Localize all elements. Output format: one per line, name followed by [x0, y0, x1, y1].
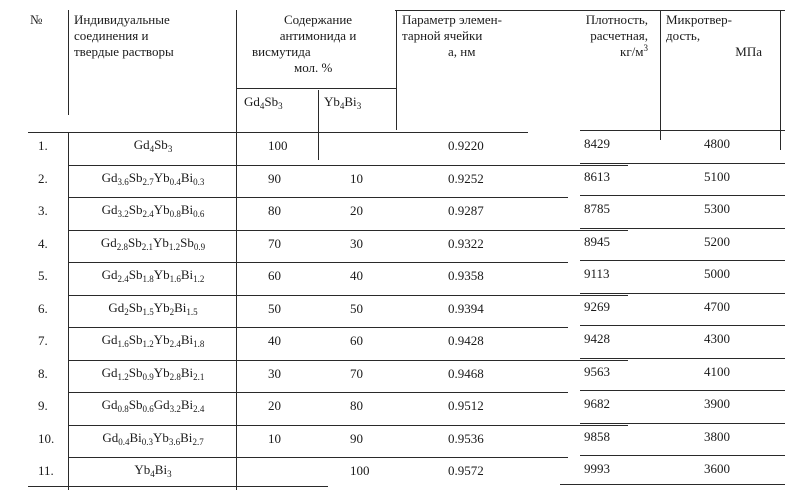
- row-vline: [236, 197, 237, 230]
- row-gd-content: 30: [268, 365, 281, 381]
- header-vline-param: [396, 10, 397, 130]
- row-hardness: 3800: [704, 428, 730, 444]
- row-formula: $Gd_{3.2}Sb_{2.4}Yb_{0.8}Bi_{0.6}$: [101, 202, 205, 219]
- row-vline: [236, 360, 237, 393]
- row-divider-right: [580, 228, 785, 229]
- row-formula: $Gd_{2.8}Sb_{2.1}Yb_{1.2}Sb_{0.9}$: [100, 234, 206, 252]
- row-vline: [68, 165, 69, 198]
- row-vline: [68, 392, 69, 425]
- header-micro: [666, 12, 762, 60]
- row-divider: [68, 327, 568, 328]
- row-lattice-param: 0.9512: [448, 398, 484, 413]
- header-sub-yb: $Yb_4Bi_3$: [324, 94, 362, 111]
- header-content-line2: антимонида и: [279, 28, 357, 43]
- row-formula: $Gd_{2.4}Sb_{1.8}Yb_{1.6}Bi_{1.2}$: [101, 267, 205, 284]
- row-gd-content: 20: [268, 398, 281, 413]
- row-density: 8429: [584, 136, 610, 151]
- row-hardness: 4700: [704, 298, 730, 314]
- row-vline: [236, 425, 237, 458]
- header-density-line1: Плотность,: [585, 12, 648, 27]
- header-compounds: [74, 12, 174, 60]
- header-param-line1: Параметр элемен-: [402, 12, 502, 27]
- row-yb-content: 60: [350, 333, 363, 348]
- header-vline-num: [68, 10, 69, 115]
- header-micro-line1: Микротвер-: [666, 12, 733, 27]
- row-yb-content: 90: [350, 430, 363, 446]
- row-formula: $Gd_{3.6}Sb_{2.7}Yb_{0.4}Bi_{0.3}$: [101, 169, 205, 187]
- row-vline: [68, 262, 69, 295]
- row-vline: [68, 295, 69, 328]
- row-lattice-param: 0.9220: [448, 138, 484, 153]
- row-number: 10.: [38, 430, 55, 446]
- row-number: 6.: [38, 300, 48, 316]
- row-density: 9428: [584, 331, 610, 346]
- row-lattice-param: 0.9322: [448, 235, 484, 251]
- header-density: [546, 12, 648, 60]
- row-formula: $Gd_2Sb_{1.5}Yb_2Bi_{1.5}$: [108, 299, 198, 317]
- table-bottom-line: [28, 486, 328, 487]
- row-lattice-param: 0.9358: [448, 268, 484, 283]
- row-divider: [28, 132, 528, 133]
- row-hardness: 5300: [704, 201, 730, 216]
- row-gd-content: 10: [268, 430, 281, 446]
- row-vline: [236, 392, 237, 425]
- row-vline: [236, 230, 237, 263]
- row-divider: [68, 165, 628, 166]
- header-compounds-line3: твердые растворы: [74, 44, 174, 59]
- row-formula: $Yb_4Bi_3$: [134, 462, 172, 479]
- row-vline: [68, 360, 69, 393]
- row-density: 9993: [584, 461, 610, 476]
- row-density: 9858: [584, 428, 610, 444]
- row-number: 4.: [38, 235, 48, 251]
- row-vline: [68, 425, 69, 458]
- row-formula: $Gd_{0.4}Bi_{0.3}Yb_{3.6}Bi_{2.7}$: [102, 429, 204, 447]
- header-vline-sub: [318, 90, 319, 160]
- row-density: 8785: [584, 201, 610, 216]
- row-gd-content: 50: [268, 300, 281, 316]
- row-divider: [68, 262, 568, 263]
- row-divider-right: [580, 423, 785, 424]
- row-hardness: 3900: [704, 396, 730, 411]
- row-divider-right: [580, 130, 785, 131]
- row-gd-content: 90: [268, 170, 281, 186]
- row-lattice-param: 0.9252: [448, 170, 484, 186]
- row-number: 7.: [38, 333, 48, 348]
- row-lattice-param: 0.9428: [448, 333, 484, 348]
- row-divider-right: [580, 163, 785, 164]
- row-lattice-param: 0.9572: [448, 463, 484, 478]
- row-density: 8945: [584, 233, 610, 249]
- row-divider-right: [580, 293, 785, 294]
- row-number: 5.: [38, 268, 48, 283]
- row-hardness: 5000: [704, 266, 730, 281]
- row-divider: [68, 425, 628, 426]
- header-sub-gd: $Gd_4Sb_3$: [244, 94, 283, 111]
- row-vline: [68, 230, 69, 263]
- header-vline-density: [660, 10, 661, 140]
- row-vline: [236, 165, 237, 198]
- row-divider-right: [580, 260, 785, 261]
- row-hardness: 4300: [704, 331, 730, 346]
- row-vline: [68, 327, 69, 360]
- row-divider: [68, 197, 568, 198]
- row-vline: [236, 327, 237, 360]
- row-number: 3.: [38, 203, 48, 218]
- row-divider: [68, 295, 628, 296]
- row-formula: $Gd_{1.6}Sb_{1.2}Yb_{2.4}Bi_{1.8}$: [101, 332, 205, 349]
- row-gd-content: 40: [268, 333, 281, 348]
- row-number: 2.: [38, 170, 48, 186]
- row-hardness: 5100: [704, 168, 730, 184]
- row-yb-content: 70: [350, 365, 363, 381]
- row-formula: $Gd_{1.2}Sb_{0.9}Yb_{2.8}Bi_{2.1}$: [101, 364, 205, 382]
- header-param: [402, 12, 502, 60]
- header-content-line1: Содержание: [283, 12, 353, 27]
- row-yb-content: 100: [350, 463, 370, 478]
- row-hardness: 5200: [704, 233, 730, 249]
- header-content-unit: мол. %: [294, 60, 333, 75]
- row-lattice-param: 0.9394: [448, 300, 484, 316]
- header-subdivider: [236, 88, 396, 89]
- header-param-line3: а, нм: [448, 44, 476, 59]
- row-yb-content: 50: [350, 300, 363, 316]
- row-hardness: 4100: [704, 363, 730, 379]
- row-density: 9113: [584, 266, 610, 281]
- header-density-line2: расчетная,: [590, 28, 648, 43]
- row-number: 1.: [38, 138, 48, 153]
- row-number: 11.: [38, 463, 54, 478]
- row-formula: $Gd_4Sb_3$: [133, 137, 173, 154]
- header-num: №: [30, 12, 43, 27]
- row-divider-right: [580, 195, 785, 196]
- row-number: 8.: [38, 365, 48, 381]
- row-number: 9.: [38, 398, 48, 413]
- row-divider: [68, 457, 568, 458]
- row-yb-content: 10: [350, 170, 363, 186]
- header-top-line: [395, 10, 785, 11]
- header-compounds-line1: Индивидуальные: [74, 12, 170, 27]
- header-micro-line2: дость,: [666, 28, 701, 43]
- header-param-line2: тарной ячейки: [402, 28, 483, 43]
- header-compounds-line2: соединения и: [74, 28, 149, 43]
- header-content-line3: висмутида: [252, 44, 311, 59]
- row-divider: [68, 360, 628, 361]
- row-divider: [68, 392, 568, 393]
- row-hardness: 4800: [704, 136, 730, 151]
- row-yb-content: 30: [350, 235, 363, 251]
- row-hardness: 3600: [704, 461, 730, 476]
- row-vline: [68, 132, 69, 165]
- header-micro-unit: МПа: [735, 44, 762, 59]
- row-vline: [236, 295, 237, 328]
- row-density: 9563: [584, 363, 610, 379]
- row-divider-right: [580, 455, 785, 456]
- header-density-unit: $кг/м^3$: [620, 43, 648, 59]
- row-divider: [68, 230, 628, 231]
- row-divider-right: [580, 325, 785, 326]
- row-vline: [236, 132, 237, 165]
- row-gd-content: 60: [268, 268, 281, 283]
- header-vline-right: [780, 10, 781, 150]
- table-bottom-line: [560, 484, 785, 485]
- header-content: [242, 12, 394, 76]
- row-density: 9682: [584, 396, 610, 411]
- row-density: 8613: [584, 168, 610, 184]
- row-density: 9269: [584, 298, 610, 314]
- row-divider-right: [580, 358, 785, 359]
- row-gd-content: 80: [268, 203, 281, 218]
- row-yb-content: 40: [350, 268, 363, 283]
- row-yb-content: 80: [350, 398, 363, 413]
- row-gd-content: 100: [268, 138, 288, 153]
- row-vline: [236, 262, 237, 295]
- row-divider-right: [580, 390, 785, 391]
- row-yb-content: 20: [350, 203, 363, 218]
- row-vline: [68, 197, 69, 230]
- row-lattice-param: 0.9536: [448, 430, 484, 446]
- row-formula: $Gd_{0.8}Sb_{0.6}Gd_{3.2}Bi_{2.4}$: [101, 397, 205, 414]
- row-lattice-param: 0.9287: [448, 203, 484, 218]
- row-lattice-param: 0.9468: [448, 365, 484, 381]
- row-gd-content: 70: [268, 235, 281, 251]
